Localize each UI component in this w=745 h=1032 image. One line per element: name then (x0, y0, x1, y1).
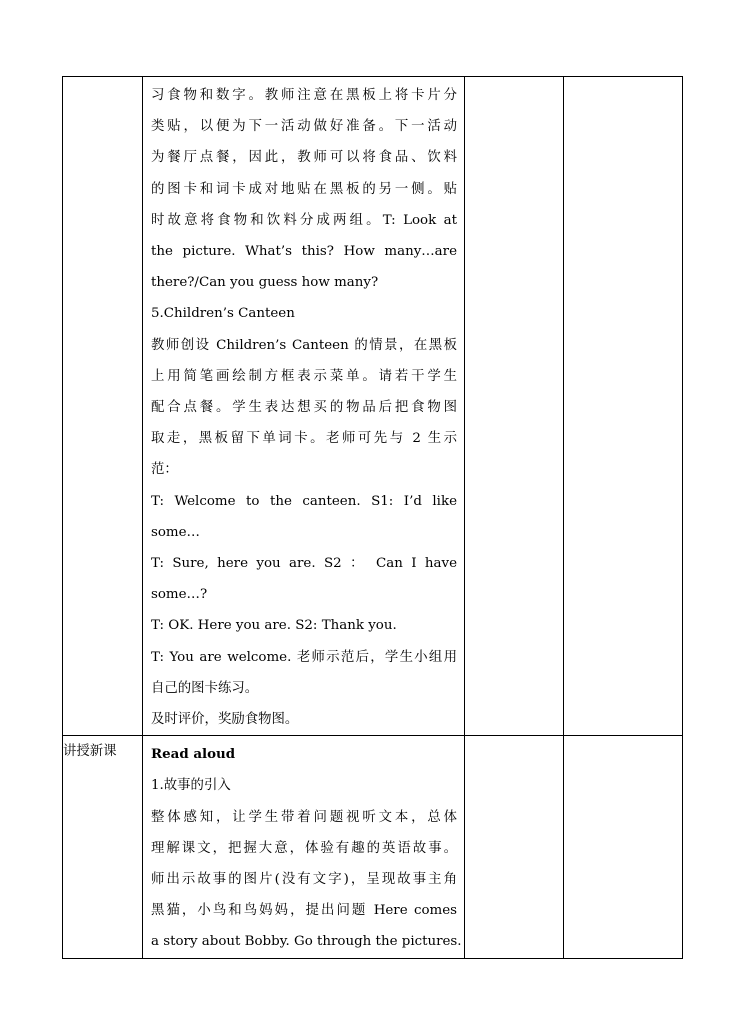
text-line: 5.Children’s Canteen (151, 306, 295, 322)
blank-cell (564, 77, 683, 736)
text-line: 上用简笔画绘制方框表示菜单。请若干学生 (151, 368, 457, 384)
text-line: there?/Can you guess how many? (151, 275, 379, 291)
text-line: 时故意将食物和饮料分成两组。T: Look at (151, 212, 457, 228)
activity-content (143, 77, 464, 735)
text-line: 整体感知，让学生带着问题视听文本，总体 (151, 809, 457, 825)
section-heading: Read aloud (151, 746, 236, 763)
text-line: 自己的图卡练习。 (151, 680, 259, 696)
text-line: 习食物和数字。教师注意在黑板上将卡片分 (151, 88, 457, 103)
text-line: T: Sure, here you are. S2 ： Can I have (151, 556, 457, 572)
stage-label-cell (63, 77, 143, 736)
stage-label: 讲授新课 (63, 744, 117, 760)
text-line: 类贴，以便为下一活动做好准备。下一活动 (151, 119, 457, 135)
text-line: 黑猫，小鸟和鸟妈妈，提出问题 Here comes (151, 903, 457, 919)
text-line: some… (151, 524, 200, 540)
text-line: 师出示故事的图片(没有文字)，呈现故事主角 (151, 872, 457, 888)
activity-content-cell (143, 736, 465, 958)
text-line: a story about Bobby. Go through the pictures. (151, 934, 462, 950)
text-line: the picture. What’s this? How many…are (151, 244, 457, 260)
text-line: 取走，黑板留下单词卡。老师可先与 2 生示 (151, 431, 457, 447)
text-line: 配合点餐。学生表达想买的物品后把食物图 (151, 400, 457, 416)
blank-cell (465, 77, 564, 736)
activity-content-cell (143, 77, 465, 736)
table-row (63, 736, 683, 958)
blank-cell (465, 736, 564, 958)
text-line: 及时评价，奖励食物图。 (151, 712, 299, 728)
text-line: 教师创设 Children’s Canteen 的情景，在黑板 (151, 337, 457, 353)
stage-label-cell (63, 736, 143, 958)
text-line: T: OK. Here you are. S2: Thank you. (151, 618, 397, 634)
blank-cell (564, 736, 683, 958)
text-line: some…? (151, 587, 208, 603)
text-line: T: Welcome to the canteen. S1: I’d like (151, 493, 457, 509)
text-line: 范： (151, 462, 178, 478)
text-line: 理解课文，把握大意，体验有趣的英语故事。 (151, 840, 457, 856)
text-line: 1.故事的引入 (151, 778, 231, 794)
lesson-plan-table (62, 76, 683, 959)
table-row (63, 77, 683, 736)
text-line: 的图卡和词卡成对地贴在黑板的另一侧。贴 (151, 181, 457, 197)
text-line: T: You are welcome. 老师示范后，学生小组用 (151, 649, 457, 665)
text-line: 为餐厅点餐，因此，教师可以将食品、饮料 (151, 150, 457, 166)
activity-content (143, 736, 464, 957)
